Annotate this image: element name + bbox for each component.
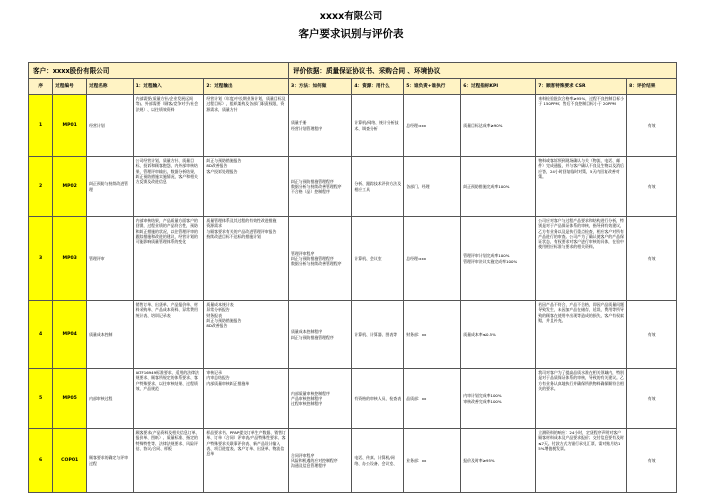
method: 管理评审程序 纠正与预防措施管理程序 数据分析与持续改善管理程序 [289,217,352,301]
kpi: 管理评审计划完成率100% 管理评审决议实施完成率100% [461,217,536,301]
table-body [29,95,677,493]
header-cell: 4：资源：用什么 [352,79,404,95]
process-code: MP02 [53,157,87,217]
kpi: 质量成本率≤0.5% [461,301,536,369]
table-row [29,157,677,217]
resource: 计算机、会议室 [352,217,404,301]
table-header-row [29,79,677,95]
header-cell: 3：方法：如何做 [289,79,352,95]
method: 质量手册 经营计划管理程序 [289,95,352,157]
row-number: 6 [29,429,53,493]
document-title: 客户要求识别与评价表 [298,28,404,40]
table-row [29,301,677,369]
customer-special-requirement: 物料或客诉须到现场确认与关（物流、电话、邮件）完成通报，并与客户确认不良及生物以及消后应答，24小时回复临时对策，5天内回复改善对策。 [536,157,627,217]
method: 质量成本控制程序 纠正与预防措施管理程序 [289,301,352,369]
process-name: 内部审核过程 [87,369,134,429]
resource: 分析、跟踪技术评价方法及相应工具 [352,157,404,217]
table-row [29,217,677,301]
row-number: 2 [29,157,53,217]
header-cell: 过程名称 [87,79,134,95]
process-input: 顾客要求(产品资料及相关信息订单、报价单、图纸）、质量标准、指定的特殊特性等、法律法规要求、风险评估、协议/合同、样板 [133,429,204,493]
basis-label: 评价依据：质量保证协议书、采购合同 、环境协议 [289,63,677,79]
table-row [29,95,677,157]
process-input: IATF16949标准要求、适用的法律法规要求、顾客所规定的体系要求、客户特殊要求、以往审核结果、过程绩效、产品规范 [133,369,204,429]
customer-special-requirement: 若因产品不符合，产品不合格，即因产品质量问题导致发生，未因加产品在储存，延误，费用等所导致的顾客在使用中出现等造成的损失，客户有权索赔，并且补充。 [536,301,627,369]
process-name: 质量成本控制 [87,301,134,369]
header-cell: 过程编号 [53,79,87,95]
process-code: COP01 [53,429,87,493]
evaluation-result: 有效 [627,95,677,157]
kpi: 纠正预防措施完成率100% [461,157,536,217]
evaluation-result: 有效 [627,217,677,301]
resource: 电话、传真、计算机/网络、办公设备、会议室、 [352,429,404,493]
header-cell: 5：谁负责+谁执行 [404,79,461,95]
process-name: 纠正预防与持续改进管理 [87,157,134,217]
header-cell: 1：过程输入 [133,79,204,95]
owner: 业务部：xx [404,429,461,493]
process-input: 公司经营计划，质量方针、质量目标，投诉和顾客抱怨，内外部审核结果，管理评审输出，数据分析结果，纠正预防措施实施情况，客户和相关方反馈及改进信息 [133,157,204,217]
process-name: 顾客要求的确定与评审过程 [87,429,134,493]
table-row [29,369,677,429]
process-output: 审核记录 内审总结报告 内部质量审核纠正措施单 [204,369,289,429]
owner: 品质部：xx [404,369,461,429]
resource: 有资格的审核人员、检查表 [352,369,404,429]
process-output: 经营计划（年度/中长期业务计划，质量目标及过程目标），组织架构及各部门职责权限，资源需求，质量方针 [204,95,289,157]
row-number: 1 [29,95,53,157]
owner: 各部门、经理 [404,157,461,217]
header-cell: 2：过程输出 [204,79,289,95]
process-code: MP03 [53,217,87,301]
table-info-row [29,63,677,79]
process-code: MP05 [53,369,87,429]
evaluation-result: 有效 [627,157,677,217]
customer-special-requirement: 公司应对客户与过程产品要求和结构进行分析，特别是对于产品保证体系的审核，指导到有效建议，乙方有业务以及是执行重点检查，相应客户对所有产品进行的审查。公司产为了确认使客户的产品保证状态，有权要求对客户进行审核的具体，在验中使用相应标准与要求的相关资料。 [536,217,627,301]
header-cell: 序 [29,79,53,95]
process-input: 内部需要(质量方针/企业发展远间等)、外部需要（顾客/竞争对手/社会法规）、以往绩效资料 [133,95,204,157]
kpi: 质量目标达成率≥90% [461,95,536,157]
evaluation-result: 有效 [627,429,677,493]
customer-special-requirement: 我司对客户为了提高品质水准在相关领域内，特别是对于品质保证体系的审核，导致的有关建议。乙方有业务认真地执行并确保所供物料确保顺符合相关的要求。 [536,369,627,429]
process-name: 经营计划 [87,95,134,157]
process-output: 样品要求书、PPAP提交订单生产数据、销售订单、订单（合同）评审表/产品特殊性要求、客户特殊要求关联事评价表、新产品设计输入表、项目进度表、客户订单、出货单、物流信息单 [204,429,289,493]
resource: 计算机/网络、统计分析技术、调查分析 [352,95,404,157]
customer-label: 客户：xxxx股份有限公司 [29,63,289,79]
table-row [29,429,677,493]
resource: 计算机、计算器、图表等 [352,301,404,369]
method: 合同评审程序 风险和机遇的应对控制程序 沟通及信息管理程序 [289,429,352,493]
customer-special-requirement: 立测资料的响应：24小时，定货程序声明对客户顾客材料成本及产品要求报价；交付信息要有及时≤7天。付款方式为银行承兑汇票，需对账月结15%增值税发票。 [536,429,627,493]
process-output: 质量管理体系及其过程的有效性改进措施 资源需求 与顾客要求有关的产品改进管理评审报告 持续改进目标不达标的措施计划 [204,217,289,301]
owner: 总经理:xxx [404,217,461,301]
company-name: xxxx有限公司 [319,11,383,22]
process-output: 质量成本统计表 异常分析报告 财务报表 纠正与预防措施报告 8D改善报告 [204,301,289,369]
method: 纠正与预防措施管理程序 数据分析与持续改善管理程序 不合格（品）控制程序 [289,157,352,217]
evaluation-result: 有效 [627,369,677,429]
customer-special-requirement: 来料检验批次合格率≥95%，过程不良控制目标小于 150PPM；售后不良控制目标小于 20PPM [536,95,627,157]
process-input: 内部审核结果，产品质量方面客户的回馈，过程业绩的产品符合性，预防和纠正措施的状况，以往管理评审的跟踪措施和改进的建议，经营计划的可能影响质量管理体系的变化 [133,217,204,301]
evaluation-result: 有效 [627,301,677,369]
header-cell: 6：过程指标KPI [461,79,536,95]
kpi: 报价及时率≥95% [461,429,536,493]
owner: 财务部：xx [404,301,461,369]
method: 内部质量审核控制程序 产品审核控制程序 过程审核控制程序 [289,369,352,429]
row-number: 3 [29,217,53,301]
requirements-table [28,62,677,493]
header-cell: 8：评价结果 [627,79,677,95]
row-number: 4 [29,301,53,369]
process-name: 管理评审 [87,217,134,301]
header-cell: 7：顾客特殊要求 CSR [536,79,627,95]
kpi: 内审计划完成率100% 审核改善完成率100% [461,369,536,429]
process-code: MP01 [53,95,87,157]
row-number: 5 [29,369,53,429]
process-input: 销售订单、出货单、产品报价单、材料采购单、产品成本资料、异常费用统计表、培训记录表 [133,301,204,369]
process-code: MP04 [53,301,87,369]
owner: 总经理:xxx [404,95,461,157]
process-output: 纠正与预防措施报告 8D改善报告 客户投诉处理报告 [204,157,289,217]
